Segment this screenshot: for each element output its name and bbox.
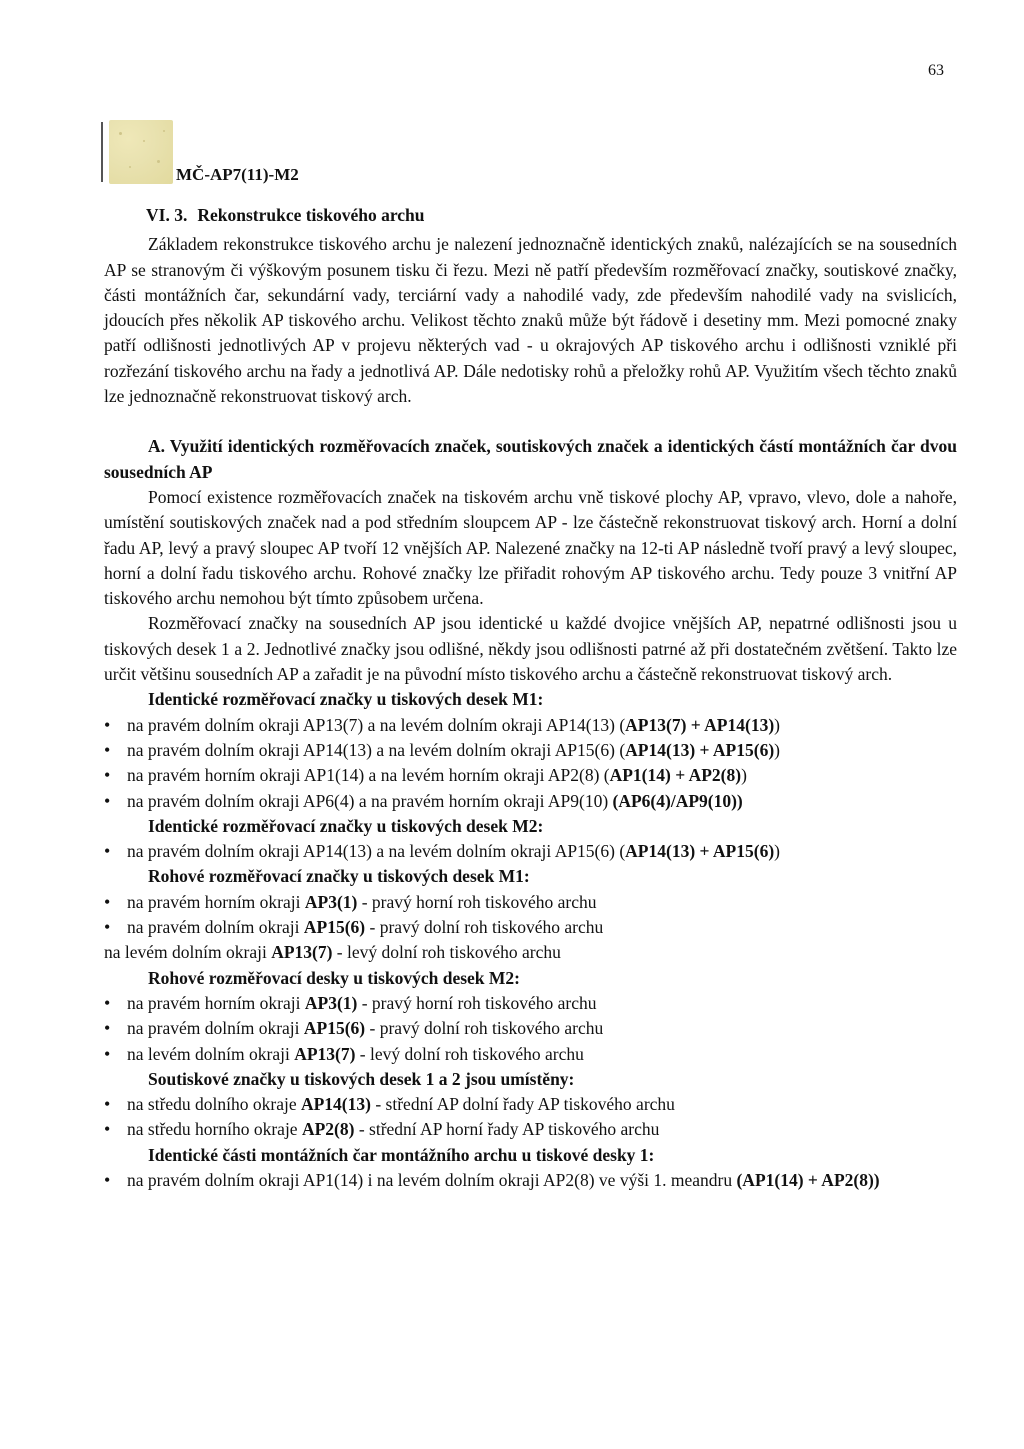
list-item: • na levém dolním okraji AP13(7) - levý dolní roh tiskového archu (104, 1042, 957, 1067)
list-item: • na pravém horním okraji AP1(14) a na levém horním okraji AP2(8) (AP1(14) + AP2(8)) (104, 763, 957, 788)
section-intro-paragraph: Základem rekonstrukce tiskového archu je nalezení jednoznačně identických znaků, nalézajících se na sousedních AP se stranovým či výškovým posunem tisku či řezu. Mezi ně patří především rozměřovací značky, soutiskové značky, části montážních čar, sekundární vady, terciární vady a nahodilé vady, zde především nahodilé vady na svislicích, jdoucích přes několik AP tiskového archu. Velikost těchto znaků může být řádově i desetiny mm. Mezi pomocné znaky patří odlišnosti jednotlivých AP v projevu některých vad - u okrajových AP tiskového archu i odlišnosti vzniklé při rozřezání tiskového archu na řady a jednotlivá AP. Dále nedotisky rohů a přeložky rohů AP. Využitím všech těchto znaků lze jednoznačně rekonstruovat tiskový arch. (104, 234, 957, 407)
group-list-m1-corner (104, 890, 957, 941)
list-item: • na pravém dolním okraji AP6(4) a na pravém horním okraji AP9(10) (AP6(4)/AP9(10)) (104, 789, 957, 814)
section-title: Rekonstrukce tiskového archu (197, 205, 425, 225)
list-item: • na pravém dolním okraji AP14(13) a na levém dolním okraji AP15(6) (AP14(13) + AP15(6)) (104, 839, 957, 864)
list-item: • na středu horního okraje AP2(8) - střední AP horní řady AP tiskového archu (104, 1117, 957, 1142)
group-title-montage-lines: Identické části montážních čar montážního archu u tiskové desky 1: (148, 1144, 655, 1165)
group-title-m1-identical: Identické rozměřovací značky u tiskových desek M1: (148, 689, 544, 710)
page-number: 63 (928, 62, 944, 79)
subsection-a-paragraph-1: Pomocí existence rozměřovacích značek na tiskovém archu vně tiskové plochy AP, vpravo, vlevo, dole a nahoře, umístění soutiskových značek nad a pod středním sloupcem AP - lze částečně rekonstruovat tiskový arch. Horní a dolní řadu AP, levý a pravý sloupec AP tvoří 12 vnějších AP. Nalezené značky na 12-ti AP následně tvoří pravý a levý sloupec, horní a dolní řadu tiskového archu. Rohové značky lze přiřadit rohovým AP tiskového archu. Tedy pouze 3 vnitřní AP tiskového archu nemohou být tímto způsobem určena. (104, 486, 957, 609)
list-item: • na pravém dolním okraji AP14(13) a na levém dolním okraji AP15(6) (AP14(13) + AP15(6)) (104, 738, 957, 763)
subsection-a-title: A. Využití identických rozměřovacích značek, soutiskových značek a identických částí montážních čar dvou sousedních AP (104, 436, 957, 482)
group-title-registration: Soutiskové značky u tiskových desek 1 a 2 jsou umístěny: (148, 1068, 575, 1089)
section-heading (146, 203, 957, 228)
group-title-m2-identical: Identické rozměřovací značky u tiskových desek M2: (148, 815, 544, 836)
postage-stamp-thumbnail (109, 120, 173, 184)
subsection-a-paragraph-2: Rozměřovací značky na sousedních AP jsou identické u každé dvojice vnějších AP, nepatrné odlišnosti jsou u tiskových desek 1 a 2. Jednotlivé značky jsou odlišné, někdy jsou odlišnosti patrné až při dostatečném zvětšení. Takto lze určit většinu sousedních AP a zařadit je na původní místo tiskového archu a částečně rekonstruovat tiskový arch. (104, 613, 957, 685)
stamp-image (101, 120, 173, 184)
list-item: • na pravém dolním okraji AP1(14) i na levém dolním okraji AP2(8) ve výši 1. meandru (AP1(14) + AP2(8)) (104, 1168, 957, 1193)
stamp-code-label: MČ-AP7(11)-M2 (176, 165, 299, 184)
stamp-border-line (101, 122, 103, 182)
group-title-m1-corner: Rohové rozměřovací značky u tiskových desek M1: (148, 866, 530, 887)
group-list-m2-corner (104, 991, 957, 1067)
group-list-registration (104, 1092, 957, 1143)
list-item: • na pravém horním okraji AP3(1) - pravý horní roh tiskového archu (104, 890, 957, 915)
group-list-m2-identical (104, 839, 957, 864)
group-list-montage-lines (104, 1168, 957, 1193)
group-title-m2-corner: Rohové rozměřovací desky u tiskových desek M2: (148, 967, 521, 988)
section-number: VI. 3. (146, 205, 188, 225)
list-item: • na pravém dolním okraji AP15(6) - pravý dolní roh tiskového archu (104, 915, 957, 940)
list-item: • na pravém dolním okraji AP13(7) a na levém dolním okraji AP14(13) (AP13(7) + AP14(13)) (104, 713, 957, 738)
list-item: • na pravém dolním okraji AP15(6) - pravý dolní roh tiskového archu (104, 1016, 957, 1041)
group-list-m1-identical (104, 713, 957, 814)
page-content (104, 203, 957, 1193)
list-item: • na pravém horním okraji AP3(1) - pravý horní roh tiskového archu (104, 991, 957, 1016)
group-extra-line: na levém dolním okraji AP13(7) - levý dolní roh tiskového archu (104, 942, 561, 963)
list-item: • na středu dolního okraje AP14(13) - střední AP dolní řady AP tiskového archu (104, 1092, 957, 1117)
